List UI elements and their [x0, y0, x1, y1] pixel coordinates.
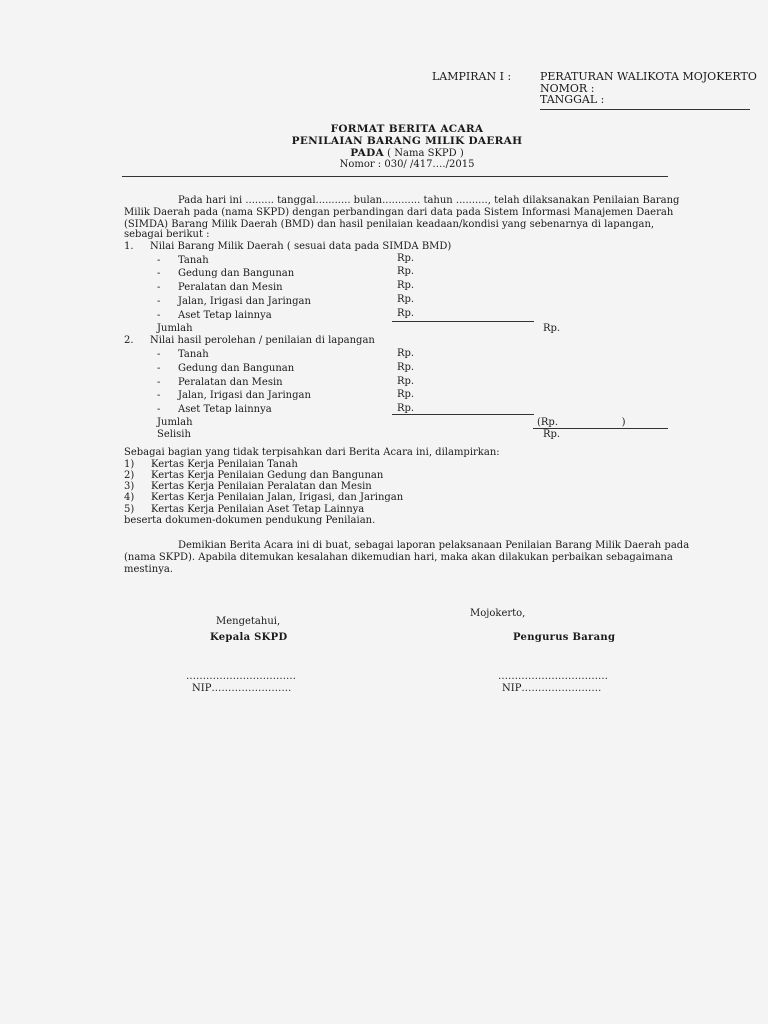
attachment-text: Kertas Kerja Penilaian Peralatan dan Mesin	[151, 481, 372, 492]
signature-left-role: Kepala SKPD	[210, 632, 288, 643]
intro-line-4: sebagai berikut :	[124, 229, 210, 240]
section2-jumlah: Jumlah	[157, 417, 193, 428]
section1-item: Gedung dan Bangunan	[178, 268, 295, 279]
section2-rp: Rp.	[397, 376, 415, 387]
intro-line-2: Milik Daerah pada (nama SKPD) dengan perbandingan dari data pada Sistem Informasi Manajemen Daerah	[124, 207, 674, 218]
section2-dash: -	[157, 390, 161, 401]
title-line-2: PENILAIAN BARANG MILIK DAERAH	[291, 135, 523, 147]
section2-title: Nilai hasil perolehan / penilaian di lapangan	[150, 335, 375, 346]
intro-line-1: Pada hari ini ......... tanggal........... bulan............ tahun .........., telah dilaksanakan Penilaian Barang	[178, 195, 680, 206]
section2-item: Aset Tetap lainnya	[178, 404, 272, 415]
section2-selisih: Selisih	[157, 429, 191, 440]
closing-line-2: (nama SKPD). Apabila ditemukan kesalahan dikemudian hari, maka akan dilakukan perbaikan sebagaimana	[124, 552, 673, 563]
section2-jumlah-rp: (Rp. )	[537, 417, 626, 428]
signature-right-place: Mojokerto,	[470, 608, 526, 619]
title-divider	[122, 176, 668, 177]
section2-number: 2.	[124, 335, 134, 346]
section1-jumlah-rp: Rp.	[543, 323, 561, 334]
section1-item: Jalan, Irigasi dan Jaringan	[178, 296, 311, 307]
title-line-1: FORMAT BERITA ACARA	[330, 123, 484, 135]
closing-line-3: mestinya.	[124, 564, 173, 575]
section1-title: Nilai Barang Milik Daerah ( sesuai data pada SIMDA BMD)	[150, 241, 452, 252]
nomor-text: NOMOR :	[540, 82, 595, 95]
attachment-text: Kertas Kerja Penilaian Jalan, Irigasi, dan Jaringan	[151, 492, 404, 503]
title-pada: PADA	[350, 147, 384, 159]
section1-dash: -	[157, 310, 161, 321]
section2-rp: Rp.	[397, 362, 415, 373]
attachment-num: 5)	[124, 504, 135, 515]
attachment-num: 4)	[124, 492, 135, 503]
section1-number: 1.	[124, 241, 134, 252]
section2-dash: -	[157, 377, 161, 388]
closing-line-1: Demikian Berita Acara ini di buat, sebagai laporan pelaksanaan Penilaian Barang Milik Daerah pada	[178, 540, 690, 551]
attachment-num: 2)	[124, 470, 135, 481]
attachment-num: 3)	[124, 481, 135, 492]
section1-rp: Rp.	[397, 280, 415, 291]
section2-rp: Rp.	[397, 389, 415, 400]
section1-dash: -	[157, 268, 161, 279]
header-divider	[540, 109, 750, 110]
attachments-footer: beserta dokumen-dokumen pendukung Penilaian.	[124, 515, 376, 526]
section1-rp: Rp.	[397, 294, 415, 305]
section1-rp: Rp.	[397, 308, 415, 319]
attachment-text: Kertas Kerja Penilaian Gedung dan Bangunan	[151, 470, 384, 481]
section2-item: Peralatan dan Mesin	[178, 377, 283, 388]
section1-item: Tanah	[178, 255, 209, 266]
section1-item: Peralatan dan Mesin	[178, 282, 283, 293]
section2-sum-line	[392, 414, 534, 415]
section1-rp: Rp.	[397, 266, 415, 277]
signature-left-label: Mengetahui,	[216, 616, 281, 627]
section2-rp: Rp.	[397, 403, 415, 414]
tanggal-text: TANGGAL :	[540, 93, 605, 106]
section1-dash: -	[157, 255, 161, 266]
signature-right-nip: NIP……………………	[502, 683, 602, 694]
section2-dash: -	[157, 349, 161, 360]
section2-rp: Rp.	[397, 348, 415, 359]
section1-dash: -	[157, 282, 161, 293]
section2-dash: -	[157, 404, 161, 415]
intro-line-3: (SIMDA) Barang Milik Daerah (BMD) dan hasil penilaian keadaan/kondisi yang sebenarnya di lapangan,	[124, 219, 655, 230]
section1-jumlah: Jumlah	[157, 323, 193, 334]
section1-rp: Rp.	[397, 253, 415, 264]
peraturan-text: PERATURAN WALIKOTA MOJOKERTO	[540, 70, 757, 83]
signature-left-dots: ……………………………	[186, 671, 296, 682]
section1-dash: -	[157, 296, 161, 307]
section1-sum-line	[392, 321, 534, 322]
signature-right-role: Pengurus Barang	[513, 632, 616, 643]
signature-right-dots: ……………………………	[498, 671, 608, 682]
section2-item: Tanah	[178, 349, 209, 360]
signature-left-nip: NIP……………………	[192, 683, 292, 694]
section2-item: Jalan, Irigasi dan Jaringan	[178, 390, 311, 401]
attachment-text: Kertas Kerja Penilaian Aset Tetap Lainnya	[151, 504, 365, 515]
title-nomor: Nomor : 030/ /417…./2015	[339, 159, 475, 170]
section1-item: Aset Tetap lainnya	[178, 310, 272, 321]
attachment-text: Kertas Kerja Penilaian Tanah	[151, 459, 298, 470]
attachments-intro: Sebagai bagian yang tidak terpisahkan dari Berita Acara ini, dilampirkan:	[124, 447, 500, 458]
section2-item: Gedung dan Bangunan	[178, 363, 295, 374]
lampiran-label: LAMPIRAN I :	[432, 70, 512, 83]
section2-dash: -	[157, 363, 161, 374]
title-nama-skpd: ( Nama SKPD )	[387, 148, 464, 159]
section2-selisih-rp: Rp.	[543, 429, 561, 440]
attachment-num: 1)	[124, 459, 135, 470]
